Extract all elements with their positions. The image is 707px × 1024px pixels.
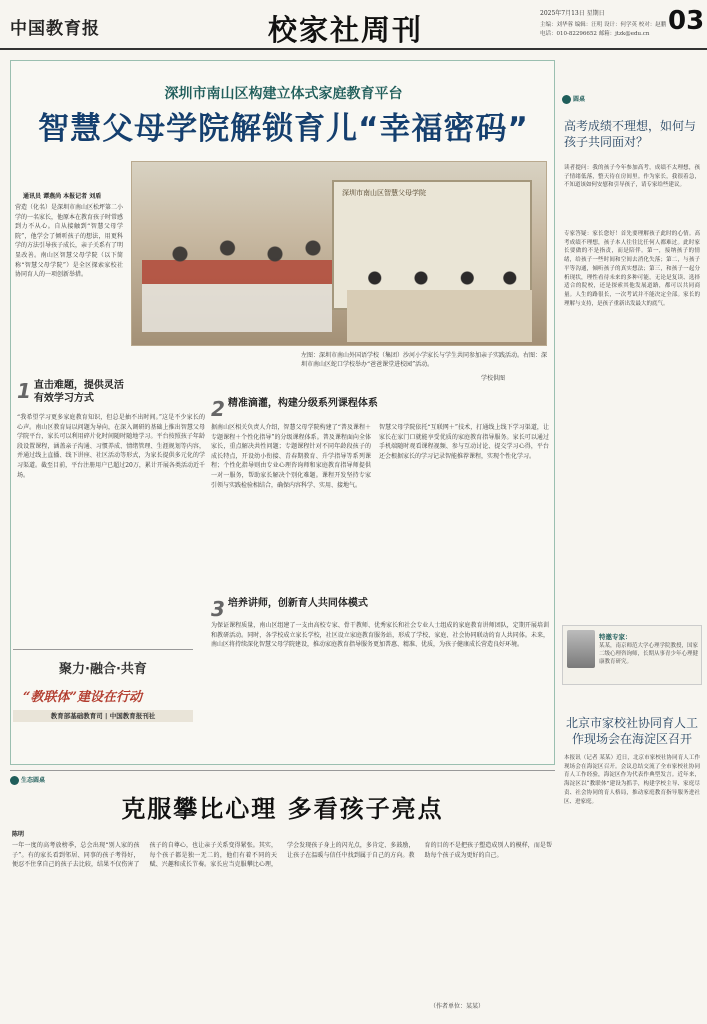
- section-3-heading: [211, 597, 451, 621]
- expert-label: 特邀专家：: [599, 633, 632, 641]
- commentary-title: 克服攀比心理 多看孩子亮点: [121, 795, 444, 823]
- news-text: 本报讯（记者 某某）近日，北京市家校社协同育人工作现场会在海淀区召开。会议总结交流了全市家校社协同育人工作经验，海淀区作为代表作典型发言。近年来，海淀区以“教联体”建设为抓手，构建学校主导、家庭尽责、社会协同的育人格局，推动家庭教育指导服务进社区、进家庭。: [564, 755, 700, 805]
- section-1-number: 1: [17, 379, 31, 403]
- feature-lead: 营造（化名）是深圳市南山区松坪第二小学的一名家长，他原本在教育孩子时常感到力不从心。自从接触到“智慧父母学院”，他学会了倾听孩子的想法，用更科学的方法引导孩子成长，亲子关系有了明显改善。南山区智慧父母学院（以下简称“智慧父母学院”）是全区探索家校社协同育人的一项创新举措。: [15, 204, 123, 279]
- commentary-logo-icon: [10, 776, 19, 785]
- section-1-heading: [17, 379, 127, 405]
- expert-card: [562, 625, 702, 685]
- feature-kicker: 深圳市南山区构建立体式家庭教育平台: [164, 86, 403, 102]
- promo-slogan: “教联体”建设在行动: [23, 690, 142, 705]
- photo-board-text: 深圳市南山区智慧父母学院: [342, 189, 426, 197]
- photo-children-left: [142, 212, 332, 332]
- contact-info: 电话：010-82296652 邮箱：jtzk@edu.cn: [540, 31, 650, 37]
- promo-sponsor: 教育部基础教育司 | 中国教育报刊社: [13, 710, 193, 722]
- section-title: 校家社周刊: [268, 13, 424, 47]
- expert-bio: 某某，南京师范大学心理学院教授，国家二级心理咨询师，长期从事青少年心理健康教育研究。: [599, 643, 699, 665]
- reader-question: 读者提问：我的孩子今年参加高考，成绩不太理想，孩子情绪低落，整天待在房间里。作为家长，我很着急，不知道该如何安慰和引导孩子，请专家给些建议。: [564, 165, 700, 189]
- promo-block: [13, 649, 193, 769]
- feature-article: [10, 60, 555, 765]
- section-extra-text: 智慧父母学院依托“互联网＋”技术，打通线上线下学习渠道，让家长在家门口就能享受优质的家庭教育指导服务。家长可以通过手机端随时观看课程视频、参与互动讨论、提交学习心得，平台还会根据家长的学习记录智能推荐课程，实现个性化学习。: [379, 424, 549, 460]
- photo-source: 学校供图: [481, 375, 506, 382]
- section-1-title: 直击难题，提供灵活有效学习方式: [33, 380, 124, 404]
- section-2-number: 2: [211, 397, 225, 421]
- section-3-text: 为保证课程质量，南山区组建了一支由高校专家、骨干教师、优秀家长和社会专业人士组成的家庭教育讲师团队，定期开展培训和教研活动。同时，各学校成立家长学校，社区设立家庭教育服务站，形成了学校、家庭、社会协同联动的育人共同体。未来，南山区将持续深化智慧父母学院建设，推动家庭教育指导服务更加普惠、精准、优质，为孩子健康成长营造良好环境。: [211, 622, 549, 649]
- promo-motto: 聚力·融合·共育: [59, 662, 147, 677]
- feature-byline: 通讯员 谭燕尚 本报记者 刘盾: [23, 193, 102, 200]
- editor-credits: 主编：刘华蓉 编辑：汪明 设计：何学英 校对：赵鹏: [540, 22, 667, 28]
- commentary-text: 一年一度的高考放榜季，总会出现“别人家的孩子”。有的家长看到邻居、同事的孩子考得好，便忍不住拿自己的孩子去比较，结果不仅伤害了孩子的自尊心，也让亲子关系变得紧张。其实，每个孩子都是独一无二的，他们有着不同的天赋、兴趣和成长节奏。家长应当克服攀比心理，学会发现孩子身上的闪光点，多肯定、多鼓励，让孩子在温暖与信任中找到属于自己的方向。教育的目的不是把孩子塑造成别人的模样，而是帮助每个孩子成为更好的自己。: [12, 842, 552, 869]
- advice-title: 高考成绩不理想，如何与孩子共同面对？: [564, 119, 697, 149]
- commentary-article: [10, 770, 555, 1020]
- feature-photo: [131, 161, 547, 346]
- advice-column-name: 圆桌: [562, 94, 585, 104]
- section-2-title: 精准滴灌，构建分级系列课程体系: [227, 398, 378, 409]
- expert-avatar: [567, 630, 595, 668]
- expert-answer: 专家答疑：家长您好！首先要理解孩子此时的心情。高考成绩不理想，孩子本人往往比任何人都难过。此时家长要做的不是指责，而是陪伴。第一，接纳孩子的情绪，给孩子一些时间和空间去消化失落；第二，与孩子平等沟通，倾听孩子的真实想法；第三，和孩子一起分析现状，理性看待未来的多种可能，无论是复读、选择适合的院校，还是探索其他发展道路，都可以共同商量。人生的路很长，一次考试并不能决定全部。家长的理解与支持，是孩子重新出发最大的底气。: [564, 231, 700, 307]
- commentary-footer: （作者单位：某某）: [430, 1003, 485, 1010]
- section-1-text: “我希望学习更多家庭教育知识，但总是抽不出时间。”这是不少家长的心声。南山区教育局以问题为导向，在深入调研的基础上推出智慧父母学院平台，家长可以利用碎片化时间随时随地学习。平台按照孩子年龄段设置课程，涵盖亲子沟通、习惯养成、情绪管理、生涯规划等内容，并通过线上直播、线下讲座、社区活动等形式，为家长提供多元化的学习渠道。截至目前，平台注册用户已超过20万，累计开展各类活动近千场。: [17, 414, 205, 479]
- commentary-author: 陈明: [12, 831, 25, 838]
- column-logo-icon: [562, 95, 571, 104]
- section-3-title: 培养讲师，创新育人共同体模式: [227, 598, 368, 609]
- news-title: 北京市家校社协同育人工作现场会在海淀区召开: [565, 716, 698, 746]
- section-3-number: 3: [211, 597, 225, 621]
- page-number: 03: [668, 6, 705, 36]
- commentary-column-name: 生态圆桌: [10, 775, 45, 785]
- section-2-heading: [211, 397, 451, 421]
- feature-headline: 智慧父母学院解锁育儿“幸福密码”: [38, 111, 529, 147]
- photo-children-right: [347, 262, 532, 342]
- photo-caption: 左图：深圳市南山外国语学校（集团）沙河小学家长与学生共同参加亲子实践活动。右图：深圳市南山区蛇口学校举办“爸爸课堂进校园”活动。: [301, 352, 548, 368]
- paper-name: 中国教育报: [10, 19, 100, 39]
- section-2-text: 据南山区相关负责人介绍，智慧父母学院构建了“普及课程＋专题课程＋个性化指导”的分级课程体系。普及课程面向全体家长，重点解决共性问题；专题课程针对不同年龄段孩子的成长特点，开设幼小衔接、青春期教育、升学指导等系列课程；个性化指导则由专业心理咨询师和家庭教育指导师提供一对一服务，帮助家长解决个别化难题。课程开发坚持专家引领与实践检验相结合，确保内容科学、实用、接地气。: [211, 424, 371, 489]
- masthead: [0, 0, 707, 50]
- issue-date: 2025年7月13日 星期日: [540, 10, 605, 17]
